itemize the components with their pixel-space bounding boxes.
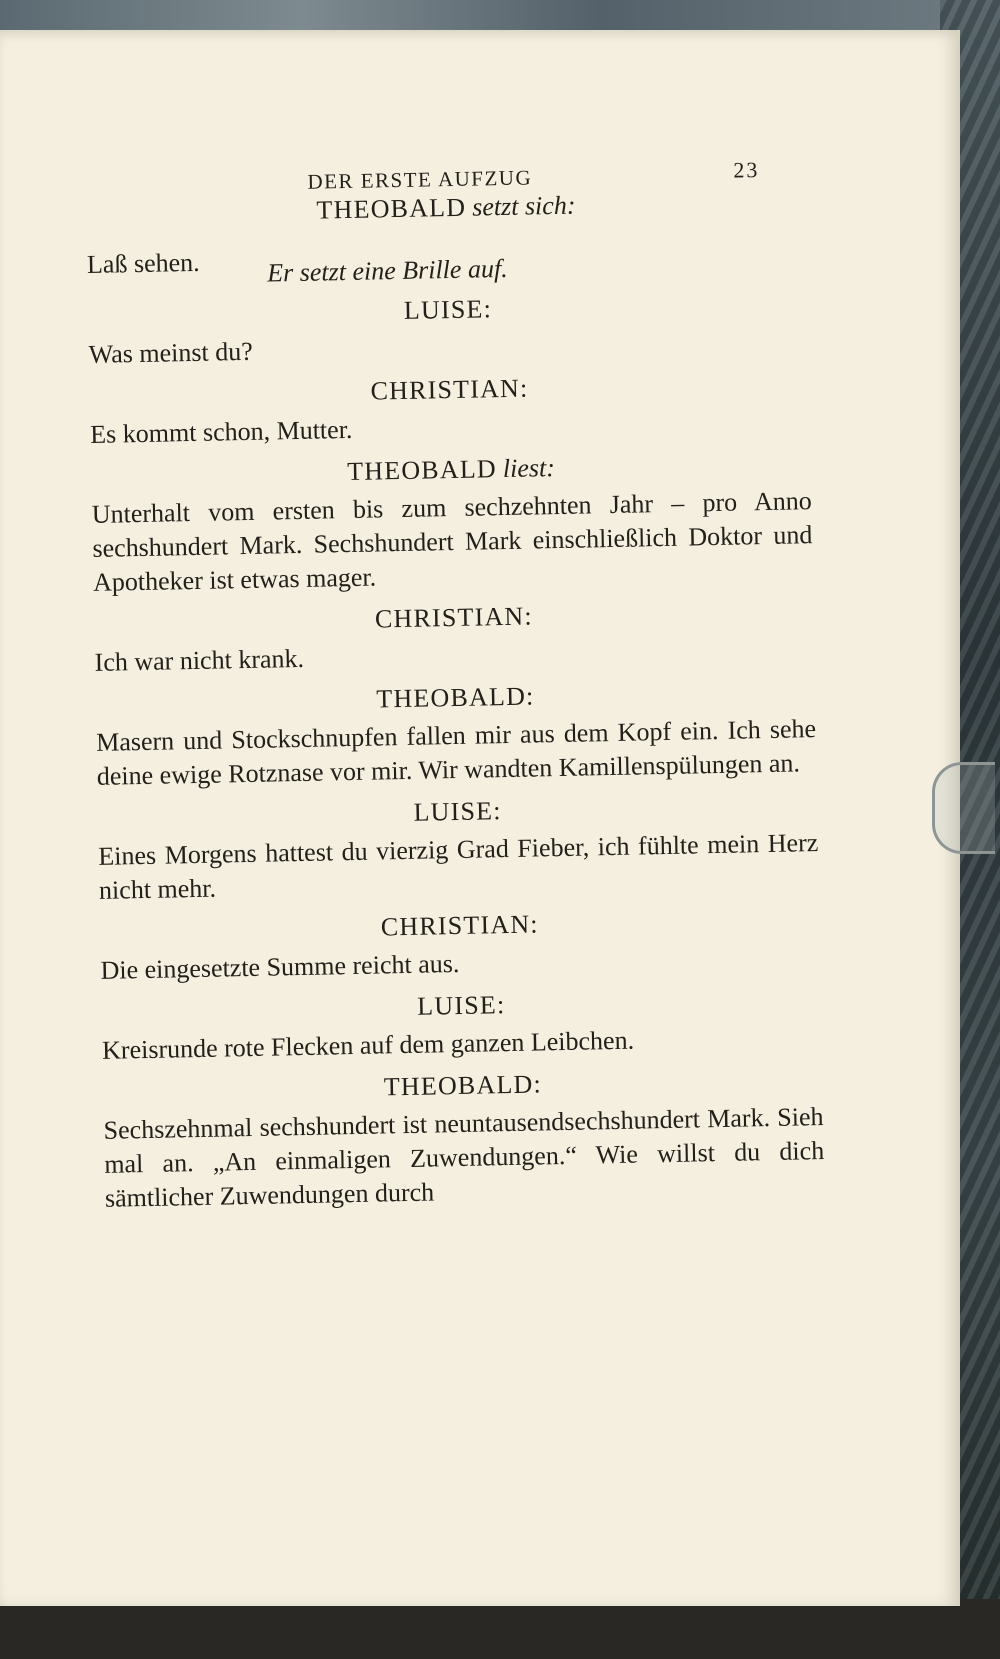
dialogue-block <box>94 596 815 680</box>
dialogue-block <box>88 288 809 372</box>
dialogue-line: Die eingesetzte Summe reicht aus. <box>100 948 460 985</box>
book-cover-top <box>0 0 1000 30</box>
stage-direction: Er setzt eine Brille auf. <box>266 253 508 288</box>
dialogue-line: Es kommt schon, Mutter. <box>89 414 353 449</box>
page-clip <box>932 762 995 854</box>
speaker-name: CHRISTIAN: <box>380 909 539 942</box>
dialogue-line: Kreisrunde rote Flecken auf dem ganzen Leibchen. <box>101 1025 635 1065</box>
speaker-name: CHRISTIAN: <box>374 601 534 634</box>
dialogue-block <box>103 1064 826 1216</box>
dialogue-line: Masern und Stockschnupfen fallen mir aus dem Kopf ein. Ich sehe deine ewige Rotznase vor mir. Wir wandten Kamillenspülungen an. <box>95 714 817 791</box>
speaker-name: CHRISTIAN: <box>370 373 529 406</box>
dialogue-line: Ich war nicht krank. <box>94 643 305 677</box>
background-shadow <box>0 1599 1000 1659</box>
speaker-name: LUISE: <box>403 294 493 325</box>
dialogue-block <box>100 904 821 988</box>
dialogue-block <box>97 790 819 908</box>
speaker-name: THEOBALD: <box>383 1069 543 1102</box>
dialogue-block <box>95 676 817 794</box>
speaker-name: LUISE: <box>416 990 506 1021</box>
dialogue-line: Was meinst du? <box>88 336 253 369</box>
dialogue-line: Eines Morgens hattest du vierzig Grad Fieber, ich fühlte mein Herz nicht mehr. <box>98 828 819 905</box>
dialogue-line: Sechszehnmal sechshundert ist neuntausendsechshundert Mark. Sieh mal an. „An einmaligen Zuwendungen.“ Wie willst du dich sämtlicher Zuwendungen durch <box>103 1102 825 1213</box>
speaker-label: THEOBALD <box>316 192 467 225</box>
running-title: DER ERSTE AUFZUG <box>307 165 533 194</box>
page-number: 23 <box>733 157 760 183</box>
dialogue-block <box>101 984 822 1068</box>
speaker-name: LUISE: <box>413 796 502 827</box>
speaker-label: THEOBALD <box>346 454 498 487</box>
page-content <box>85 146 825 1224</box>
speaker-name: THEOBALD: <box>376 681 535 714</box>
first-entry <box>86 186 808 292</box>
speaker-direction: setzt sich: <box>471 190 576 222</box>
dialogue-block <box>91 448 814 600</box>
dialogue-block <box>89 368 810 452</box>
dialogue-line: Laß sehen. <box>86 247 200 279</box>
speaker-direction: liest: <box>502 453 556 484</box>
dialogue-line: Unterhalt vom ersten bis zum sechzehnten Jahr – pro Anno sechshundert Mark. Sechshundert Mark einschließlich Doktor und Apotheker ist etwas mager. <box>91 486 813 597</box>
